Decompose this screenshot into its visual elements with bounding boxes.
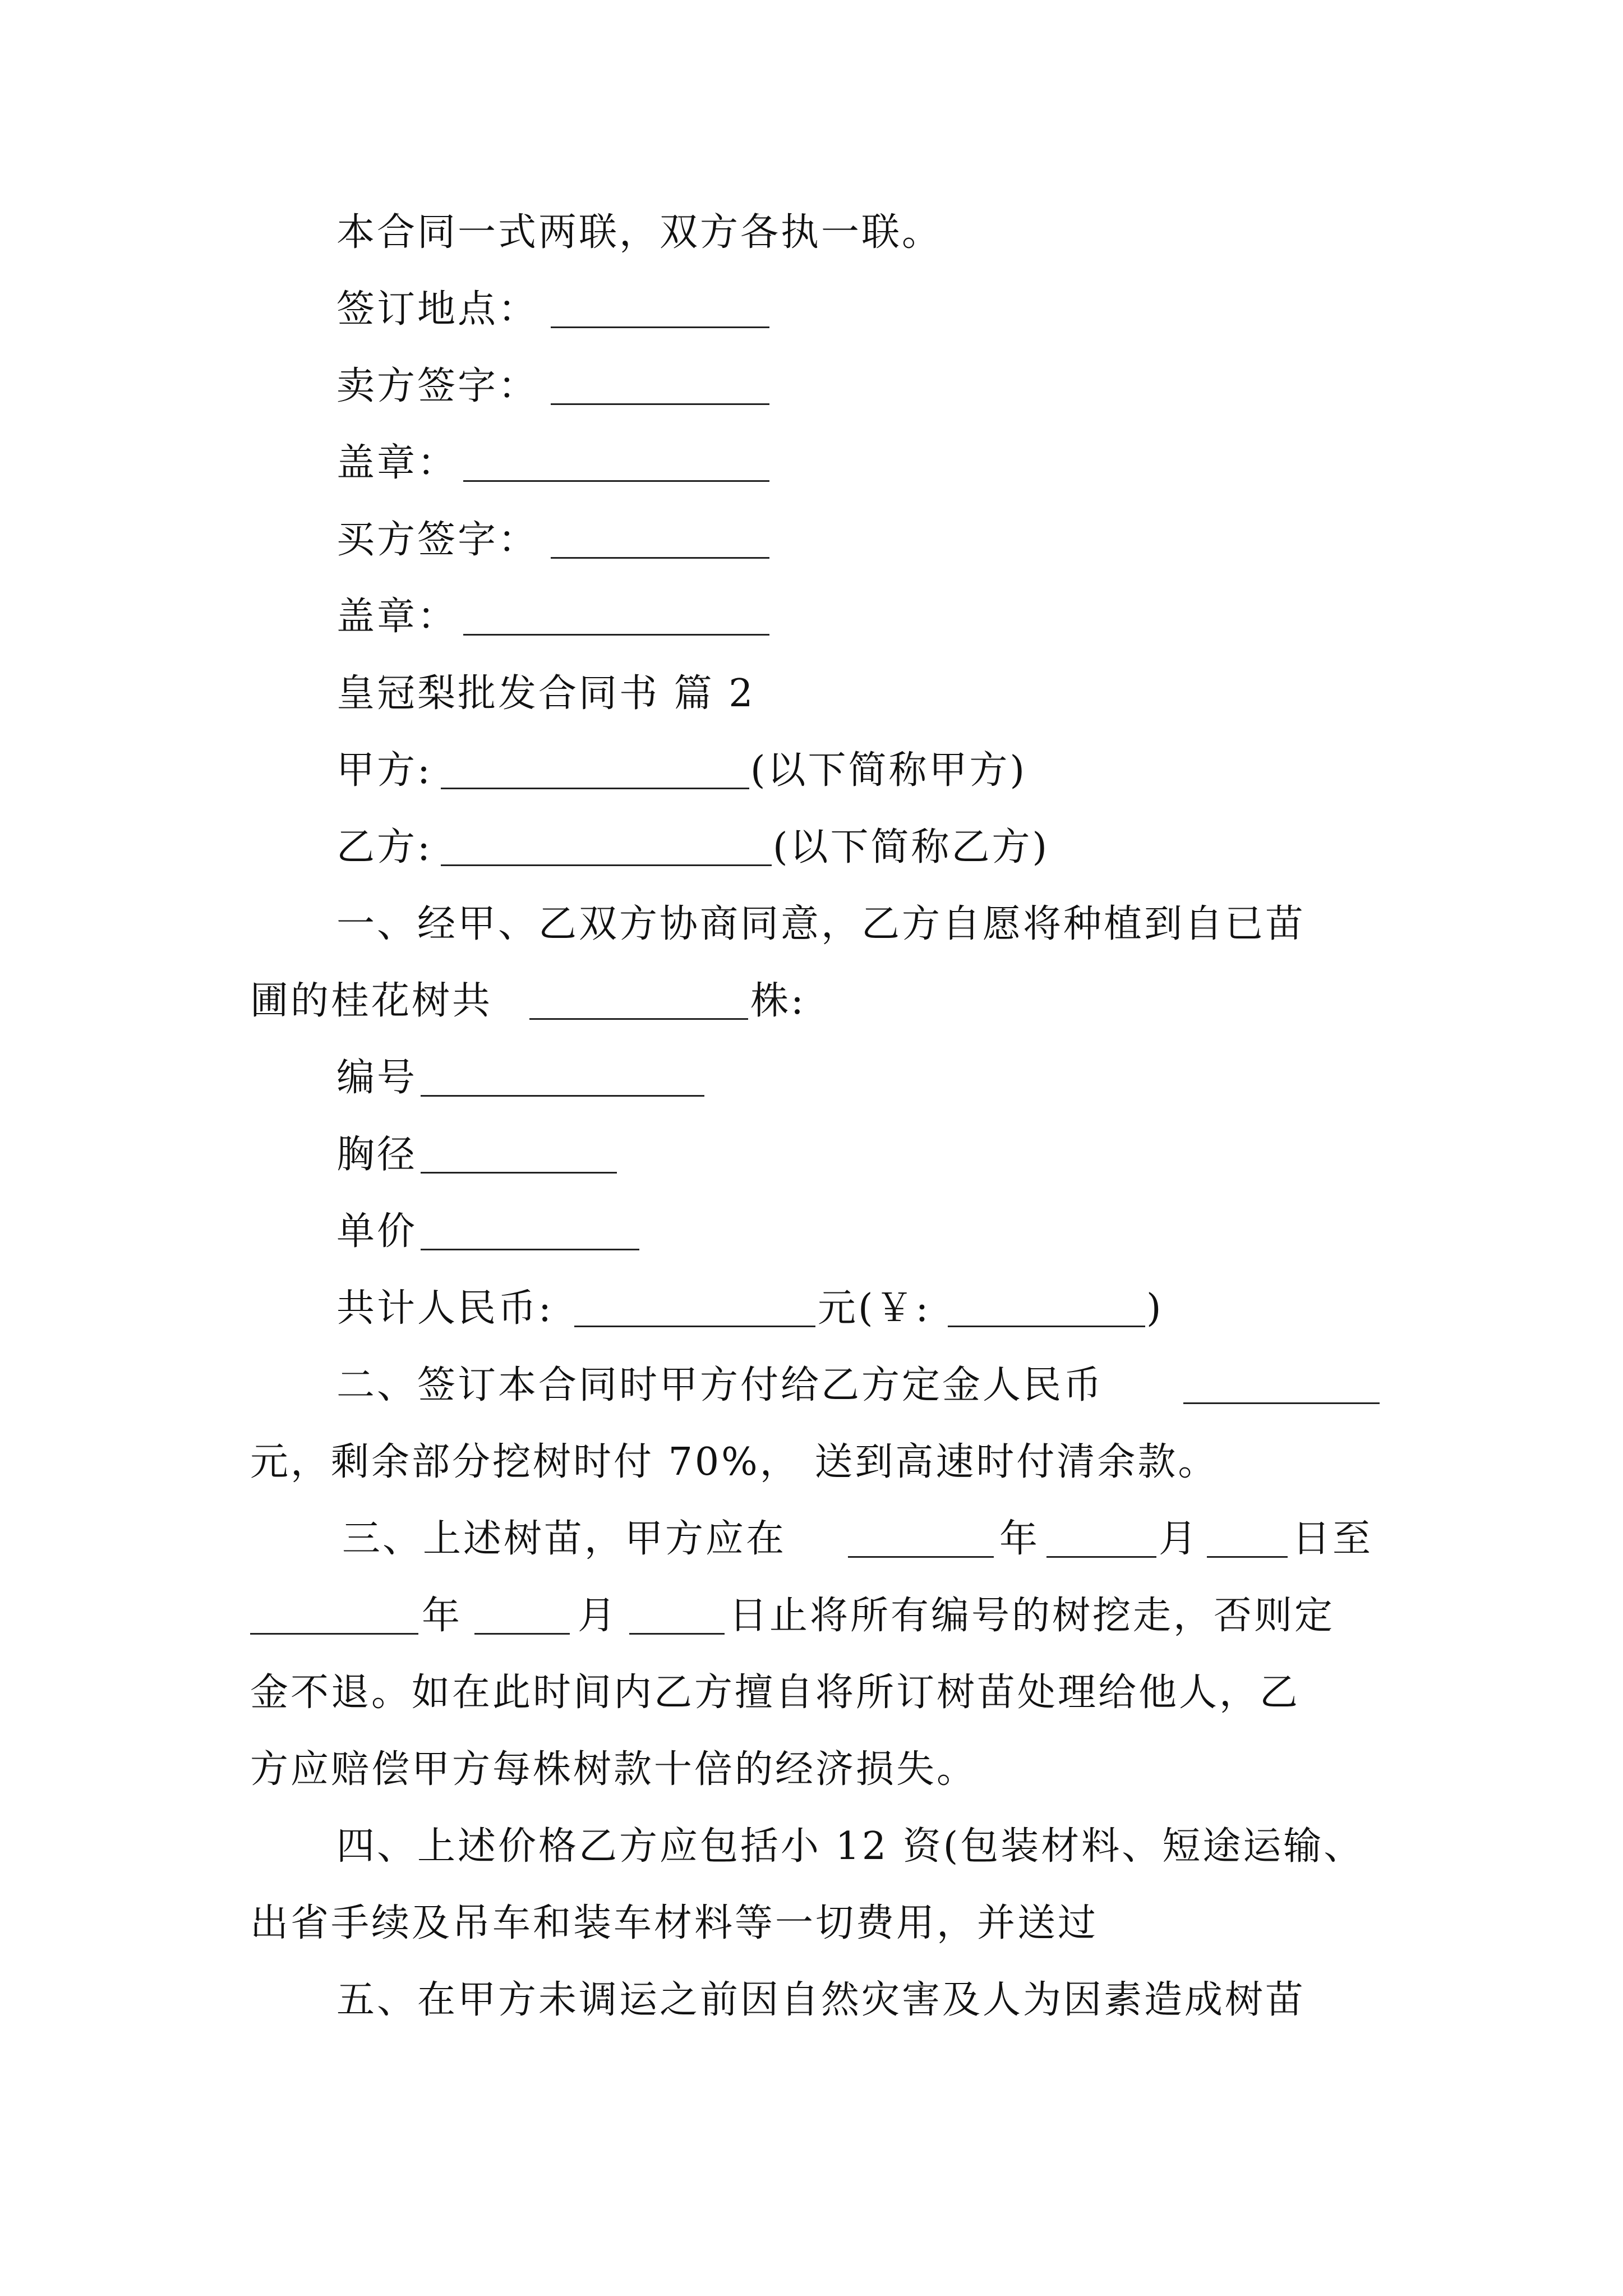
clause-2-text: 元，剩余部分挖树时付 70%， 送到高速时付清余款。	[250, 1440, 1219, 1484]
seller-signature-blank[interactable]	[551, 403, 769, 405]
clause-3-text: 日止将所有编号的树挖走，否则定	[729, 1594, 1335, 1638]
clause-4-text: 四、上述价格乙方应包括小 12 资(包装材料、短途运输、	[336, 1824, 1364, 1869]
start-month-blank[interactable]	[1046, 1556, 1156, 1558]
number-label: 编号	[336, 1056, 418, 1100]
unit-price-label: 单价	[336, 1209, 418, 1254]
seller-seal-label: 盖章：	[336, 441, 458, 485]
signing-place-blank[interactable]	[551, 326, 769, 328]
clause-1-text: 圃的桂花树共	[250, 979, 493, 1023]
tree-count-blank[interactable]	[529, 1018, 748, 1020]
clause-3-text: 三、上述树苗，甲方应在	[342, 1517, 787, 1561]
clause-2-line-2	[0, 1429, 1623, 1496]
party-b-blank[interactable]	[441, 864, 772, 866]
total-currency-text: 元(￥:	[818, 1286, 931, 1331]
buyer-seal-line	[0, 583, 1623, 651]
clause-4-line-1	[0, 1813, 1623, 1880]
end-day-blank[interactable]	[629, 1633, 725, 1635]
buyer-signature-line	[0, 507, 1623, 574]
buyer-signature-label: 买方签字：	[336, 518, 539, 562]
total-label: 共计人民币:	[336, 1286, 554, 1331]
clause-3-line-2	[0, 1582, 1623, 1650]
clause-3-text: 金不退。如在此时间内乙方擅自将所订树苗处理给他人，乙	[250, 1671, 1301, 1715]
clause-5-line-1	[0, 1967, 1623, 2034]
end-month-blank[interactable]	[474, 1633, 570, 1635]
party-a-line	[0, 737, 1623, 804]
buyer-seal-blank[interactable]	[463, 634, 769, 636]
section-heading-text: 皇冠梨批发合同书 篇 2	[336, 671, 755, 716]
party-a-label: 甲方:	[336, 748, 432, 793]
deposit-amount-blank[interactable]	[1183, 1402, 1380, 1404]
number-blank[interactable]	[421, 1095, 704, 1097]
clause-3-year-text: 年	[422, 1594, 463, 1638]
clause-3-line-1	[0, 1506, 1623, 1573]
unit-price-line	[0, 1198, 1623, 1266]
diameter-label: 胸径	[336, 1133, 418, 1177]
diameter-line	[0, 1121, 1623, 1189]
total-amount-blank[interactable]	[574, 1326, 815, 1327]
line-text: 本合同一式两联，双方各执一联。	[336, 210, 943, 255]
clause-5-text: 五、在甲方未调运之前因自然灾害及人为因素造成树苗	[336, 1978, 1306, 2022]
buyer-signature-blank[interactable]	[551, 557, 769, 559]
clause-1-line-1	[0, 891, 1623, 958]
clause-3-text: 方应赔偿甲方每株树款十倍的经济损失。	[250, 1747, 978, 1792]
clause-3-month-text: 月	[578, 1594, 619, 1638]
clause-3-line-4	[0, 1736, 1623, 1803]
text-line-copies	[0, 199, 1623, 266]
buyer-seal-label: 盖章：	[336, 595, 458, 639]
clause-3-line-3	[0, 1659, 1623, 1727]
total-close-paren: )	[1146, 1286, 1164, 1331]
clause-3-year-text: 年	[999, 1517, 1040, 1561]
party-a-note: (以下简称甲方)	[750, 748, 1027, 793]
diameter-blank[interactable]	[421, 1172, 617, 1174]
party-b-label: 乙方:	[336, 825, 432, 869]
start-year-blank[interactable]	[848, 1556, 994, 1558]
clause-4-text: 出省手续及吊车和装车材料等一切费用，并送过	[250, 1901, 1099, 1945]
clause-1-line-2	[0, 968, 1623, 1035]
clause-2-text: 二、签订本合同时甲方付给乙方定金人民币	[336, 1363, 1104, 1407]
total-figure-blank[interactable]	[948, 1326, 1145, 1327]
total-line	[0, 1275, 1623, 1342]
seller-signature-label: 卖方签字：	[336, 364, 539, 408]
clause-2-line-1	[0, 1352, 1623, 1419]
unit-price-blank[interactable]	[421, 1249, 639, 1250]
clause-4-line-2	[0, 1890, 1623, 1957]
seller-signature-line	[0, 353, 1623, 420]
seller-seal-line	[0, 430, 1623, 497]
start-day-blank[interactable]	[1207, 1556, 1288, 1558]
clause-1-text: 一、经甲、乙双方协商同意，乙方自愿将种植到自已苗	[336, 902, 1306, 946]
signing-place-label: 签订地点：	[336, 287, 539, 332]
party-b-note: (以下简称乙方)	[773, 825, 1050, 869]
number-line	[0, 1045, 1623, 1112]
party-a-blank[interactable]	[441, 788, 749, 789]
clause-1-text: 株:	[750, 979, 806, 1023]
clause-3-day-text: 日至	[1292, 1517, 1373, 1561]
seller-seal-blank[interactable]	[463, 480, 769, 482]
section-heading	[0, 660, 1623, 728]
signing-place-line	[0, 276, 1623, 343]
clause-3-month-text: 月	[1159, 1517, 1200, 1561]
end-year-blank[interactable]	[250, 1633, 418, 1635]
party-b-line	[0, 814, 1623, 881]
